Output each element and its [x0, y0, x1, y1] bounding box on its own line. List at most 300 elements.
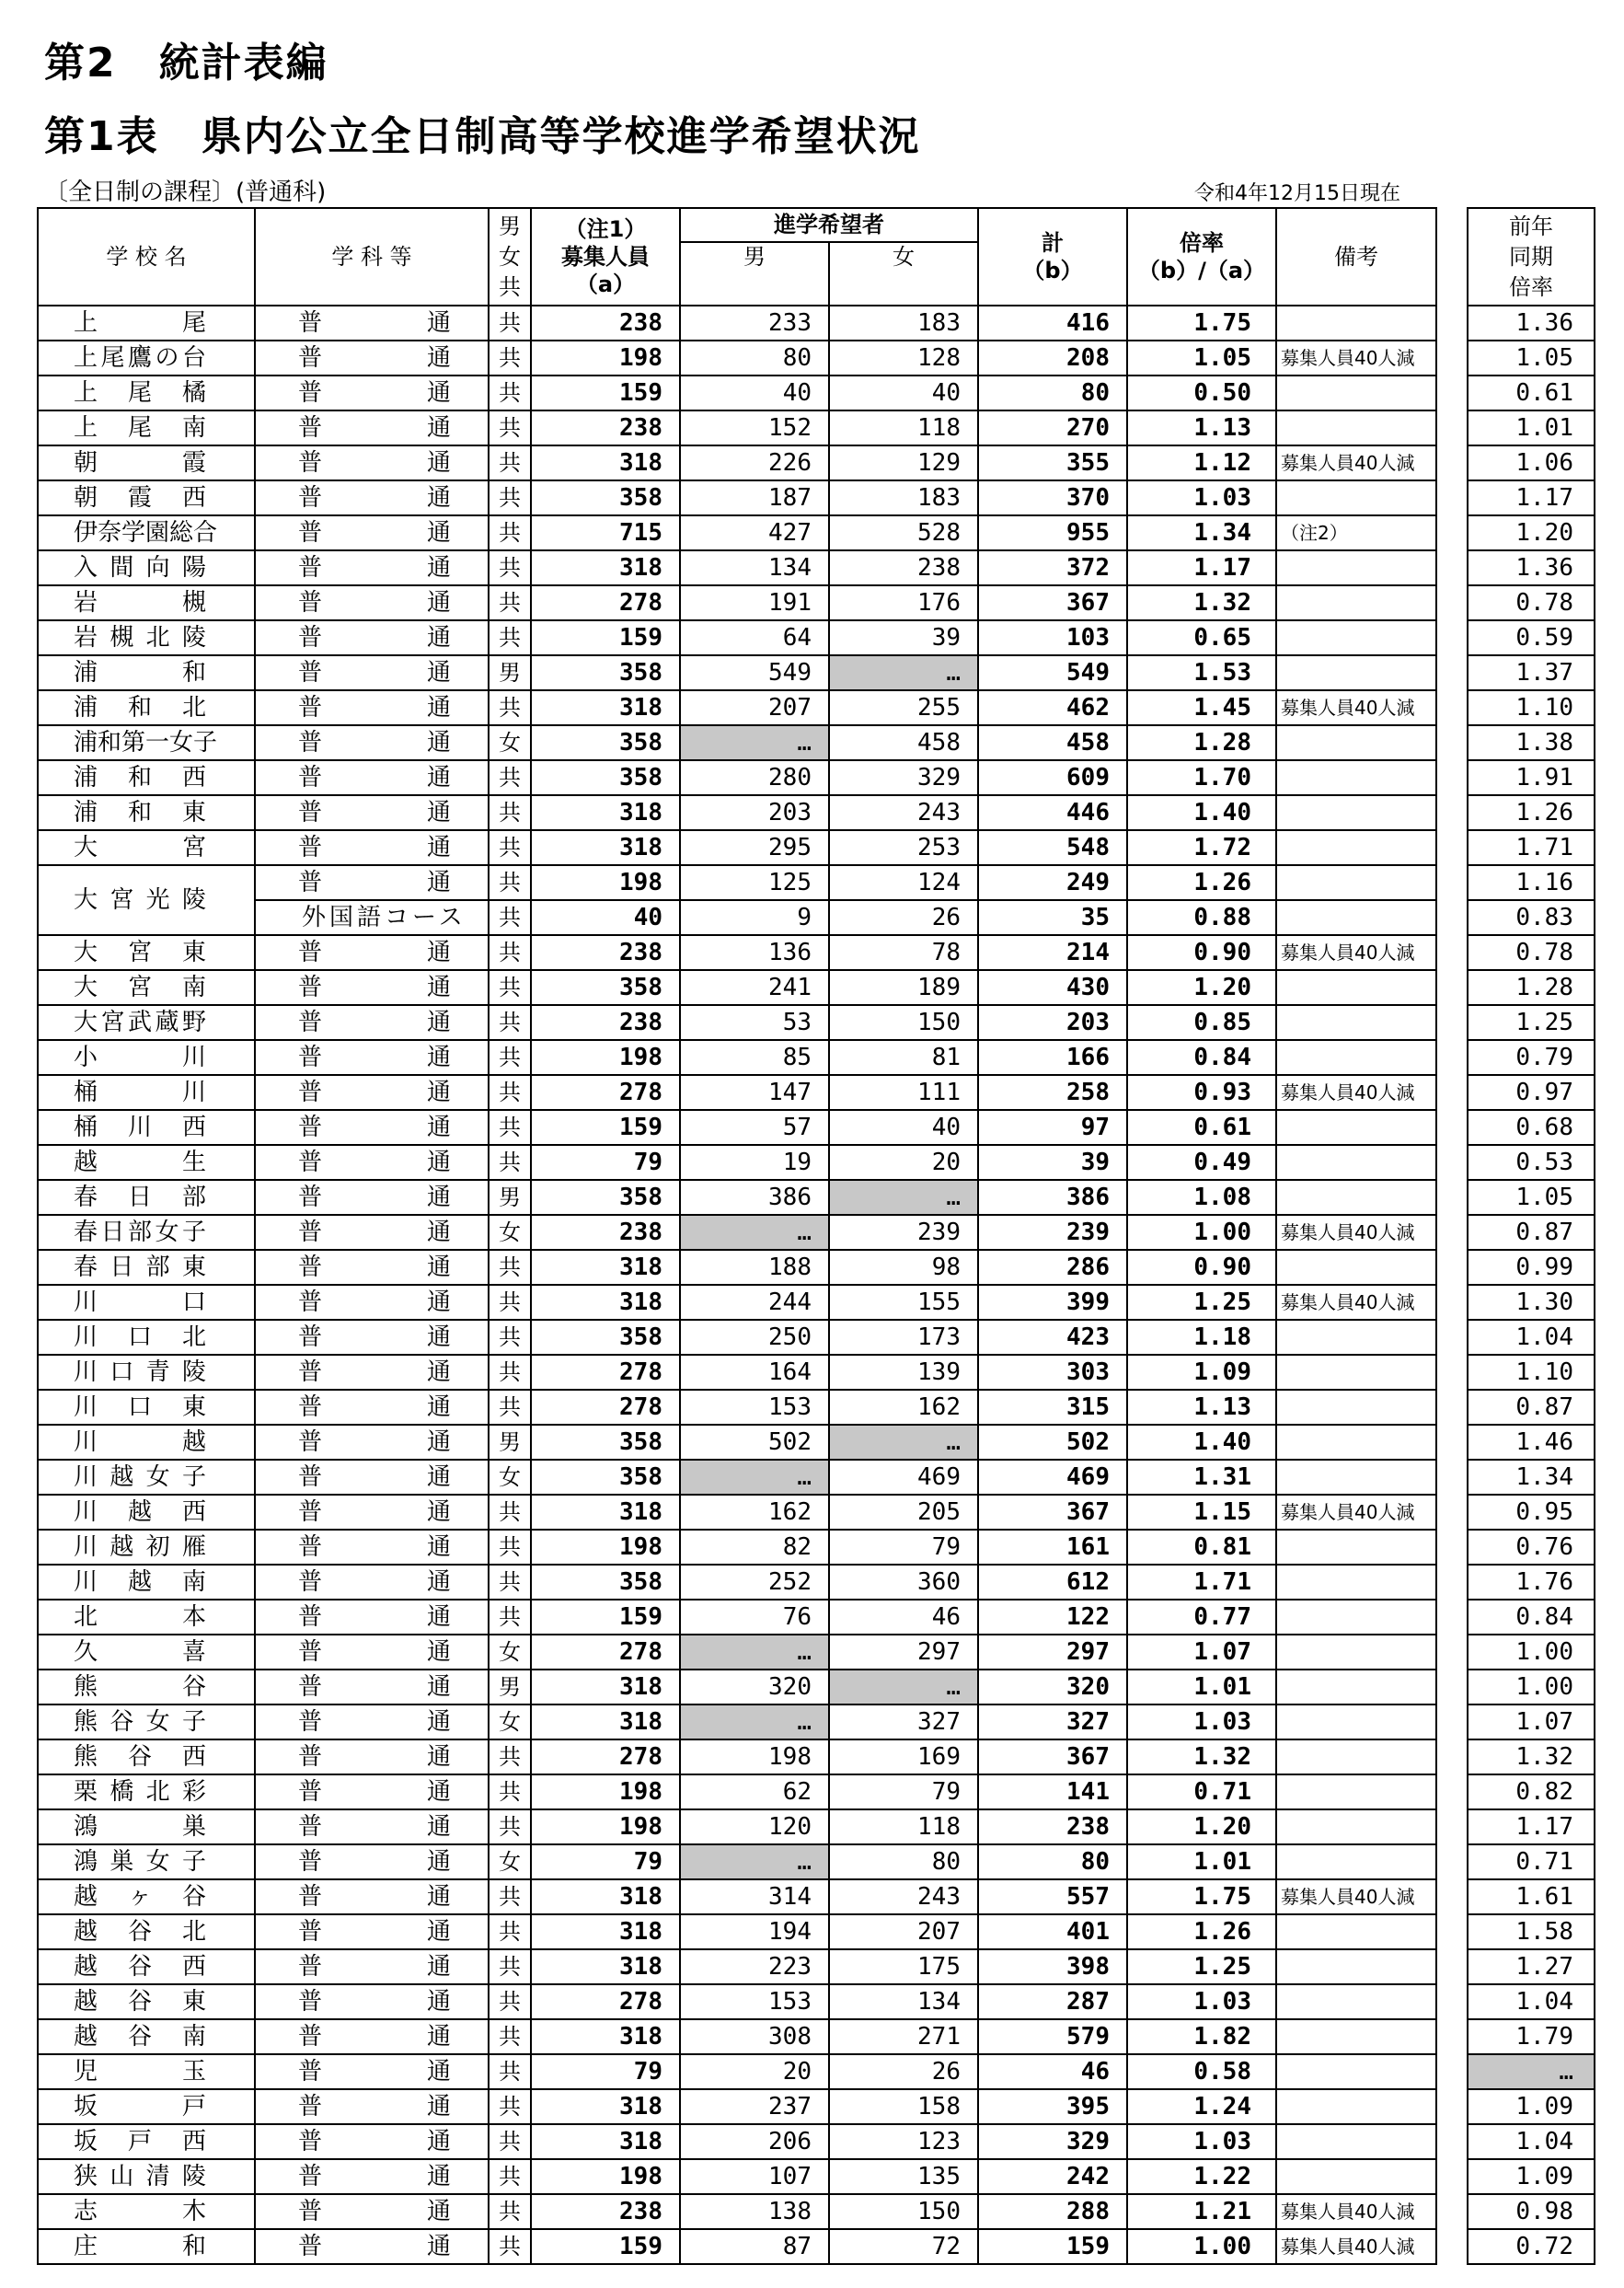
previous-ratio: 0.78: [1468, 585, 1595, 620]
male-applicants: 203: [680, 795, 829, 830]
previous-ratio: 1.36: [1468, 306, 1595, 341]
remarks: [1276, 1250, 1436, 1285]
female-applicants: 72: [829, 2229, 978, 2264]
previous-ratio: 1.37: [1468, 655, 1595, 690]
total-applicants: 203: [978, 1005, 1127, 1040]
female-applicants: 176: [829, 585, 978, 620]
remarks: [1276, 306, 1436, 341]
school-name: 志 木: [38, 2194, 255, 2229]
total-applicants: 372: [978, 550, 1127, 585]
table-row: [38, 2159, 1436, 2194]
remarks: [1276, 795, 1436, 830]
remarks: [1276, 2089, 1436, 2124]
remarks: 募集人員40人減: [1276, 445, 1436, 480]
school-name: 大 宮 南: [38, 970, 255, 1005]
table-row: [38, 1530, 1436, 1565]
school-name: 春 日 部: [38, 1180, 255, 1215]
department: 普 通: [255, 1565, 489, 1600]
remarks: [1276, 970, 1436, 1005]
male-applicants: 206: [680, 2124, 829, 2159]
quota-value: 238: [531, 410, 680, 445]
department: 普 通: [255, 445, 489, 480]
quota-value: 318: [531, 1250, 680, 1285]
total-applicants: 80: [978, 376, 1127, 410]
department: 普 通: [255, 1530, 489, 1565]
prev-row: [1468, 1914, 1595, 1949]
quota-value: 318: [531, 2019, 680, 2054]
department: 普 通: [255, 2124, 489, 2159]
quota-value: 318: [531, 1285, 680, 1320]
department: 普 通: [255, 2229, 489, 2264]
female-applicants: 81: [829, 1040, 978, 1075]
gender-type: 共: [489, 2089, 531, 2124]
ratio-value: 1.34: [1127, 515, 1276, 550]
male-applicants: 308: [680, 2019, 829, 2054]
table-row: [38, 1774, 1436, 1809]
prev-row: [1468, 1530, 1595, 1565]
remarks: [1276, 1739, 1436, 1774]
header-applicants: 進学希望者: [680, 208, 978, 242]
ratio-value: 1.45: [1127, 690, 1276, 725]
gender-type: 女: [489, 1460, 531, 1495]
table-row: [38, 1460, 1436, 1495]
total-applicants: 238: [978, 1809, 1127, 1844]
department: 普 通: [255, 2054, 489, 2089]
ratio-value: 0.49: [1127, 1145, 1276, 1180]
prev-row: [1468, 935, 1595, 970]
department: 普 通: [255, 376, 489, 410]
quota-value: 318: [531, 830, 680, 865]
quota-value: 198: [531, 2159, 680, 2194]
total-applicants: 386: [978, 1180, 1127, 1215]
gender-type: 共: [489, 2019, 531, 2054]
prev-row: [1468, 1145, 1595, 1180]
table-row: [38, 515, 1436, 550]
male-applicants: 233: [680, 306, 829, 341]
header-prev: 前年 同期 倍率: [1468, 208, 1595, 306]
ratio-value: 1.13: [1127, 1390, 1276, 1425]
ratio-value: 1.03: [1127, 2124, 1276, 2159]
ratio-value: 1.22: [1127, 2159, 1276, 2194]
previous-ratio: 1.71: [1468, 830, 1595, 865]
female-applicants: 173: [829, 1320, 978, 1355]
department: 普 通: [255, 620, 489, 655]
previous-ratio: 1.36: [1468, 550, 1595, 585]
female-applicants: 253: [829, 830, 978, 865]
prev-row: [1468, 1844, 1595, 1879]
ratio-value: 0.50: [1127, 376, 1276, 410]
prev-row: [1468, 1774, 1595, 1809]
quota-value: 278: [531, 1390, 680, 1425]
quota-value: 358: [531, 480, 680, 515]
total-applicants: 416: [978, 306, 1127, 341]
male-applicants: 427: [680, 515, 829, 550]
quota-value: 79: [531, 1145, 680, 1180]
total-applicants: 367: [978, 585, 1127, 620]
gender-type: 共: [489, 865, 531, 900]
header-female: 女: [829, 242, 978, 306]
remarks: [1276, 900, 1436, 935]
total-applicants: 287: [978, 1984, 1127, 2019]
ratio-value: 1.31: [1127, 1460, 1276, 1495]
table-row: [38, 1040, 1436, 1075]
female-applicants: 80: [829, 1844, 978, 1879]
previous-ratio: 0.71: [1468, 1844, 1595, 1879]
male-applicants: 549: [680, 655, 829, 690]
prev-row: [1468, 1635, 1595, 1670]
table-row: [38, 1425, 1436, 1460]
remarks: 募集人員40人減: [1276, 690, 1436, 725]
table-title: 第1表 県内公立全日制高等学校進学希望状況: [44, 113, 921, 160]
ratio-value: 1.20: [1127, 1809, 1276, 1844]
school-name: 児 玉: [38, 2054, 255, 2089]
ratio-value: 0.65: [1127, 620, 1276, 655]
quota-value: 318: [531, 1879, 680, 1914]
department: 普 通: [255, 1670, 489, 1704]
previous-ratio: 1.05: [1468, 341, 1595, 376]
ratio-value: 1.71: [1127, 1565, 1276, 1600]
remarks: [1276, 2054, 1436, 2089]
previous-ratio: 1.76: [1468, 1565, 1595, 1600]
school-name: 川越初雁: [38, 1530, 255, 1565]
gender-type: 共: [489, 795, 531, 830]
previous-ratio: 1.26: [1468, 795, 1595, 830]
total-applicants: 609: [978, 760, 1127, 795]
total-applicants: 430: [978, 970, 1127, 1005]
quota-value: 358: [531, 725, 680, 760]
prev-row: [1468, 2124, 1595, 2159]
department: 普 通: [255, 1355, 489, 1390]
table-row: [38, 1670, 1436, 1704]
school-name: 大宮武蔵野: [38, 1005, 255, 1040]
previous-ratio: 1.04: [1468, 2124, 1595, 2159]
total-applicants: 97: [978, 1110, 1127, 1145]
prev-row: [1468, 1390, 1595, 1425]
prev-row: [1468, 1949, 1595, 1984]
quota-value: 79: [531, 1844, 680, 1879]
male-applicants: 241: [680, 970, 829, 1005]
department: 普 通: [255, 970, 489, 1005]
department: 普 通: [255, 1739, 489, 1774]
department: 普 通: [255, 1320, 489, 1355]
school-name: 桶 川: [38, 1075, 255, 1110]
ratio-value: 1.70: [1127, 760, 1276, 795]
remarks: 募集人員40人減: [1276, 1075, 1436, 1110]
quota-value: 358: [531, 1460, 680, 1495]
ratio-value: 1.18: [1127, 1320, 1276, 1355]
remarks: [1276, 2019, 1436, 2054]
quota-value: 318: [531, 1949, 680, 1984]
total-applicants: 242: [978, 2159, 1127, 2194]
gender-type: 共: [489, 1145, 531, 1180]
female-applicants: 183: [829, 306, 978, 341]
school-name: 庄 和: [38, 2229, 255, 2264]
school-name: 越 生: [38, 1145, 255, 1180]
male-applicants: …: [680, 1844, 829, 1879]
previous-ratio: 0.87: [1468, 1215, 1595, 1250]
table-row: [38, 1809, 1436, 1844]
department: 普 通: [255, 725, 489, 760]
quota-value: 358: [531, 1320, 680, 1355]
quota-value: 159: [531, 376, 680, 410]
gender-type: 共: [489, 830, 531, 865]
male-applicants: 20: [680, 2054, 829, 2089]
header-male: 男: [680, 242, 829, 306]
gender-type: 共: [489, 2054, 531, 2089]
remarks: [1276, 1670, 1436, 1704]
female-applicants: 40: [829, 376, 978, 410]
previous-ratio: 1.58: [1468, 1914, 1595, 1949]
male-applicants: 386: [680, 1180, 829, 1215]
quota-value: 278: [531, 1984, 680, 2019]
department: 普 通: [255, 410, 489, 445]
male-applicants: 226: [680, 445, 829, 480]
ratio-value: 0.85: [1127, 1005, 1276, 1040]
prev-row: [1468, 410, 1595, 445]
remarks: [1276, 1774, 1436, 1809]
remarks: [1276, 550, 1436, 585]
gender-type: 共: [489, 1600, 531, 1635]
school-name: 浦 和 北: [38, 690, 255, 725]
male-applicants: 80: [680, 341, 829, 376]
school-name: 越 谷 北: [38, 1914, 255, 1949]
female-applicants: 150: [829, 1005, 978, 1040]
total-applicants: 469: [978, 1460, 1127, 1495]
female-applicants: 162: [829, 1390, 978, 1425]
table-row: [38, 1635, 1436, 1670]
total-applicants: 103: [978, 620, 1127, 655]
table-row: [38, 620, 1436, 655]
previous-ratio: 0.53: [1468, 1145, 1595, 1180]
previous-ratio: 1.09: [1468, 2089, 1595, 2124]
male-applicants: 252: [680, 1565, 829, 1600]
prev-row: [1468, 795, 1595, 830]
male-applicants: 87: [680, 2229, 829, 2264]
ratio-value: 1.21: [1127, 2194, 1276, 2229]
remarks: [1276, 376, 1436, 410]
gender-type: 共: [489, 341, 531, 376]
header-total: 計 （b）: [978, 208, 1127, 306]
school-name: 川 口 北: [38, 1320, 255, 1355]
total-applicants: 327: [978, 1704, 1127, 1739]
as-of-date: 令和4年12月15日現在: [1194, 182, 1400, 205]
school-name: 朝 霞: [38, 445, 255, 480]
gender-type: 共: [489, 1530, 531, 1565]
prev-row: [1468, 655, 1595, 690]
prev-row: [1468, 725, 1595, 760]
department: 普 通: [255, 1774, 489, 1809]
header-remarks: 備考: [1276, 208, 1436, 306]
school-name: 北 本: [38, 1600, 255, 1635]
school-name: 朝 霞 西: [38, 480, 255, 515]
total-applicants: 270: [978, 410, 1127, 445]
remarks: [1276, 2159, 1436, 2194]
female-applicants: 189: [829, 970, 978, 1005]
school-name: 川越女子: [38, 1460, 255, 1495]
male-applicants: 320: [680, 1670, 829, 1704]
department: 普 通: [255, 1844, 489, 1879]
department: 普 通: [255, 1180, 489, 1215]
ratio-value: 1.40: [1127, 795, 1276, 830]
department: 普 通: [255, 1215, 489, 1250]
prev-row: [1468, 1739, 1595, 1774]
department: 普 通: [255, 2159, 489, 2194]
school-name: 川 口: [38, 1285, 255, 1320]
department: 普 通: [255, 1285, 489, 1320]
school-name: 鴻 巣: [38, 1809, 255, 1844]
previous-ratio: 1.30: [1468, 1285, 1595, 1320]
table-row: [38, 2089, 1436, 2124]
quota-value: 238: [531, 306, 680, 341]
prev-row: [1468, 900, 1595, 935]
table-row: [38, 760, 1436, 795]
male-applicants: 187: [680, 480, 829, 515]
gender-type: 共: [489, 1285, 531, 1320]
total-applicants: 208: [978, 341, 1127, 376]
total-applicants: 315: [978, 1390, 1127, 1425]
gender-type: 共: [489, 1984, 531, 2019]
prev-row: [1468, 830, 1595, 865]
school-name: 久 喜: [38, 1635, 255, 1670]
previous-ratio: 1.17: [1468, 1809, 1595, 1844]
quota-value: 238: [531, 1005, 680, 1040]
total-applicants: 329: [978, 2124, 1127, 2159]
previous-ratio: 1.28: [1468, 970, 1595, 1005]
remarks: [1276, 760, 1436, 795]
male-applicants: 223: [680, 1949, 829, 1984]
ratio-value: 1.28: [1127, 725, 1276, 760]
table-row: [38, 2229, 1436, 2264]
quota-value: 318: [531, 2089, 680, 2124]
ratio-value: 1.00: [1127, 2229, 1276, 2264]
gender-type: 男: [489, 655, 531, 690]
male-applicants: 188: [680, 1250, 829, 1285]
gender-type: 共: [489, 1390, 531, 1425]
ratio-value: 1.20: [1127, 970, 1276, 1005]
ratio-value: 1.53: [1127, 655, 1276, 690]
quota-value: 318: [531, 2124, 680, 2159]
total-applicants: 462: [978, 690, 1127, 725]
remarks: 募集人員40人減: [1276, 1879, 1436, 1914]
female-applicants: …: [829, 1180, 978, 1215]
ratio-value: 1.01: [1127, 1670, 1276, 1704]
remarks: [1276, 1704, 1436, 1739]
previous-ratio: 1.91: [1468, 760, 1595, 795]
ratio-value: 1.09: [1127, 1355, 1276, 1390]
previous-ratio: 0.59: [1468, 620, 1595, 655]
gender-type: 共: [489, 1774, 531, 1809]
department: 普 通: [255, 1005, 489, 1040]
gender-type: 共: [489, 480, 531, 515]
total-applicants: 258: [978, 1075, 1127, 1110]
total-applicants: 399: [978, 1285, 1127, 1320]
department: 普 通: [255, 1914, 489, 1949]
gender-type: 共: [489, 935, 531, 970]
ratio-value: 0.84: [1127, 1040, 1276, 1075]
total-applicants: 355: [978, 445, 1127, 480]
department: 普 通: [255, 935, 489, 970]
total-applicants: 80: [978, 1844, 1127, 1879]
school-name: 浦 和: [38, 655, 255, 690]
female-applicants: 297: [829, 1635, 978, 1670]
quota-value: 358: [531, 655, 680, 690]
quota-value: 318: [531, 795, 680, 830]
ratio-value: 1.25: [1127, 1949, 1276, 1984]
prev-row: [1468, 1285, 1595, 1320]
female-applicants: 158: [829, 2089, 978, 2124]
previous-ratio: 1.46: [1468, 1425, 1595, 1460]
previous-ratio: 0.95: [1468, 1495, 1595, 1530]
department: 普 通: [255, 585, 489, 620]
female-applicants: …: [829, 1670, 978, 1704]
gender-type: 共: [489, 1005, 531, 1040]
male-applicants: 134: [680, 550, 829, 585]
table-row: [38, 341, 1436, 376]
table-row: [38, 1215, 1436, 1250]
male-applicants: 82: [680, 1530, 829, 1565]
total-applicants: 401: [978, 1914, 1127, 1949]
school-name: 越 谷 東: [38, 1984, 255, 2019]
prev-row: [1468, 1670, 1595, 1704]
male-applicants: 85: [680, 1040, 829, 1075]
female-applicants: 205: [829, 1495, 978, 1530]
school-name: 春日部女子: [38, 1215, 255, 1250]
female-applicants: 255: [829, 690, 978, 725]
remarks: [1276, 1635, 1436, 1670]
quota-value: 318: [531, 1495, 680, 1530]
gender-type: 男: [489, 1670, 531, 1704]
female-applicants: 40: [829, 1110, 978, 1145]
ratio-value: 0.71: [1127, 1774, 1276, 1809]
prev-row: [1468, 970, 1595, 1005]
department: 普 通: [255, 1809, 489, 1844]
ratio-value: 1.25: [1127, 1285, 1276, 1320]
ratio-value: 1.01: [1127, 1844, 1276, 1879]
male-applicants: 107: [680, 2159, 829, 2194]
table-row: [38, 2124, 1436, 2159]
school-name: 越 谷 西: [38, 1949, 255, 1984]
quota-value: 159: [531, 620, 680, 655]
department: 普 通: [255, 1040, 489, 1075]
remarks: [1276, 1600, 1436, 1635]
gender-type: 女: [489, 1704, 531, 1739]
department: 普 通: [255, 1460, 489, 1495]
ratio-value: 0.93: [1127, 1075, 1276, 1110]
male-applicants: 250: [680, 1320, 829, 1355]
male-applicants: 237: [680, 2089, 829, 2124]
previous-ratio: 0.68: [1468, 1110, 1595, 1145]
female-applicants: 26: [829, 900, 978, 935]
total-applicants: 214: [978, 935, 1127, 970]
quota-value: 40: [531, 900, 680, 935]
gender-type: 共: [489, 410, 531, 445]
remarks: [1276, 1040, 1436, 1075]
female-applicants: 327: [829, 1704, 978, 1739]
school-name: 川 越 南: [38, 1565, 255, 1600]
male-applicants: 19: [680, 1145, 829, 1180]
remarks: [1276, 1390, 1436, 1425]
gender-type: 共: [489, 2194, 531, 2229]
male-applicants: 153: [680, 1984, 829, 2019]
department: 普 通: [255, 1635, 489, 1670]
previous-ratio: 1.79: [1468, 2019, 1595, 2054]
quota-value: 238: [531, 935, 680, 970]
female-applicants: 360: [829, 1565, 978, 1600]
gender-type: 共: [489, 1809, 531, 1844]
gender-type: 共: [489, 306, 531, 341]
previous-ratio: 0.87: [1468, 1390, 1595, 1425]
remarks: [1276, 1949, 1436, 1984]
